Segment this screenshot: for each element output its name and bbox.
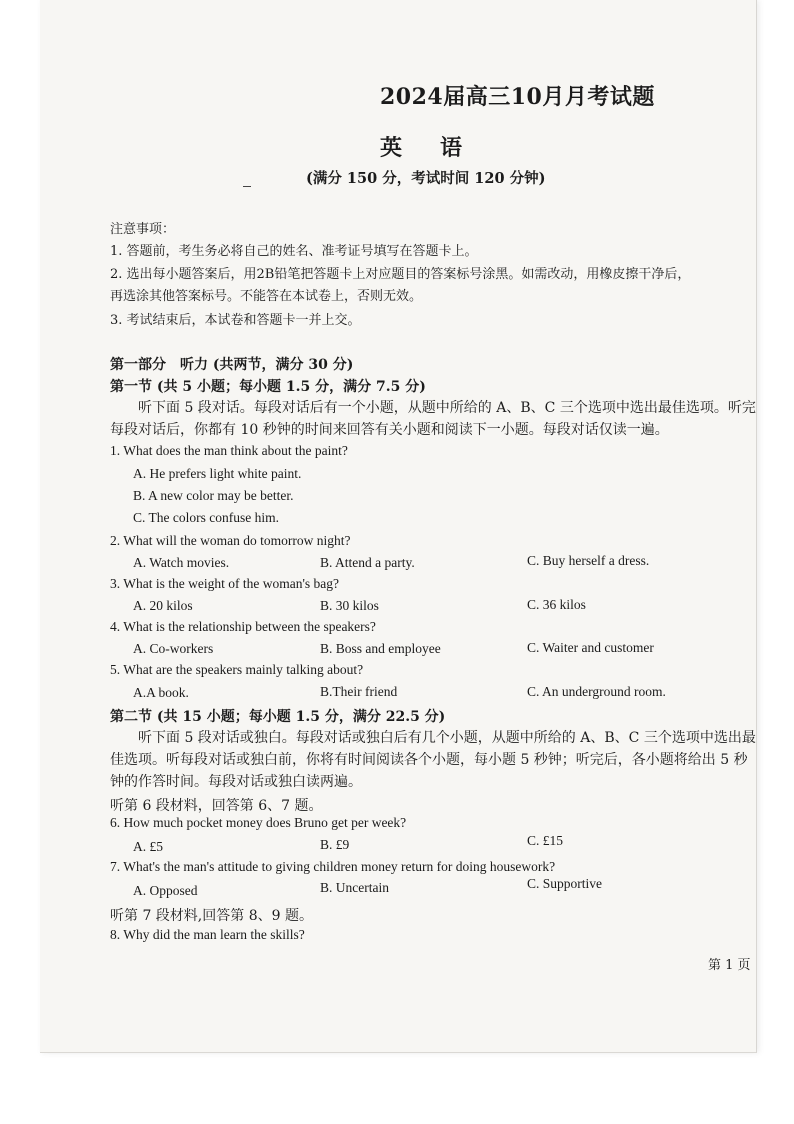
option-4b: B. Boss and employee: [320, 641, 441, 656]
section1-instructions: 听下面 5 段对话。每段对话后有一个小题，从题中所给的 A、B、C 三个选项中选出最佳选项。听完每段对话后，你都有 10 秒钟的时间来回答有关小题和阅读下一小题。每段对话仅读一遍。: [110, 400, 756, 438]
section1-title: 第一节 (共 5 小题；每小题 1.5 分，满分 7.5 分): [110, 379, 426, 395]
option-5c: C. An underground room.: [527, 684, 666, 699]
question-8: 8. Why did the man learn the skills?: [110, 927, 305, 942]
option-7c: C. Supportive: [527, 876, 603, 891]
notes-heading: 注意事项：: [110, 222, 176, 237]
question-6: 6. How much pocket money does Bruno get per week?: [110, 815, 407, 830]
part1-title: 第一部分 听力 (共两节，满分 30 分): [110, 357, 354, 373]
note-item: 再选涂其他答案标号。不能答在本试卷上，否则无效。: [110, 289, 423, 304]
option-7b: B. Uncertain: [320, 880, 389, 895]
section2-title: 第二节 (共 15 小题；每小题 1.5 分，满分 22.5 分): [110, 709, 446, 725]
option-1a: A. He prefers light white paint.: [133, 466, 302, 481]
option-2a: A. Watch movies.: [133, 555, 230, 570]
option-4c: C. Waiter and customer: [527, 640, 654, 655]
option-1c: C. The colors confuse him.: [133, 510, 279, 525]
option-3b: B. 30 kilos: [320, 598, 379, 613]
scan-mark: [243, 186, 251, 187]
option-2c: C. Buy herself a dress.: [527, 553, 650, 568]
question-5: 5. What are the speakers mainly talking about?: [110, 662, 364, 677]
option-2b: B. Attend a party.: [320, 555, 415, 570]
option-3c: C. 36 kilos: [527, 597, 586, 612]
note-item: 2. 选出每小题答案后，用2B铅笔把答题卡上对应题目的答案标号涂黑。如需改动，用橡皮擦干净后，: [110, 267, 691, 282]
exam-subtitle: (满分 150 分，考试时间 120 分钟): [306, 170, 546, 187]
option-4a: A. Co-workers: [133, 641, 214, 656]
question-3: 3. What is the weight of the woman's bag?: [110, 576, 340, 591]
option-1b: B. A new color may be better.: [133, 488, 294, 503]
option-6c: C. £15: [527, 833, 564, 848]
option-6b: B. £9: [320, 837, 350, 852]
option-7a: A. Opposed: [133, 883, 198, 898]
option-6a: A. £5: [133, 839, 163, 854]
section2-instructions: 听下面 5 段对话或独白。每段对话或独白后有几个小题，从题中所给的 A、B、C 三个选项中选出最佳选项。听每段对话或独白前，你将有时间阅读各个小题，每小题 5 秒钟；听完后，各小题将给出 5 秒钟的作答时间。每段对话或独白读两遍。: [110, 730, 756, 790]
question-2: 2. What will the woman do tomorrow night?: [110, 533, 351, 548]
question-7: 7. What's the man's attitude to giving children money return for doing housework?: [110, 859, 556, 874]
option-5b: B.Their friend: [320, 684, 398, 699]
question-4: 4. What is the relationship between the speakers?: [110, 619, 376, 634]
note-item: 3. 考试结束后，本试卷和答题卡一并上交。: [110, 313, 361, 328]
listening-material-6: 听第 6 段材料，回答第 6、7 题。: [110, 798, 323, 814]
question-1: 1. What does the man think about the paint?: [110, 443, 348, 458]
listening-material-7: 听第 7 段材料,回答第 8、9 题。: [110, 908, 313, 924]
note-item: 1. 答题前，考生务必将自己的姓名、准考证号填写在答题卡上。: [110, 244, 478, 259]
page-number: 第 1 页: [708, 958, 751, 973]
exam-title: 2024届高三10月月考试题: [380, 84, 655, 110]
option-5a: A.A book.: [133, 685, 189, 700]
exam-subject: 英语: [380, 135, 501, 161]
option-3a: A. 20 kilos: [133, 598, 193, 613]
